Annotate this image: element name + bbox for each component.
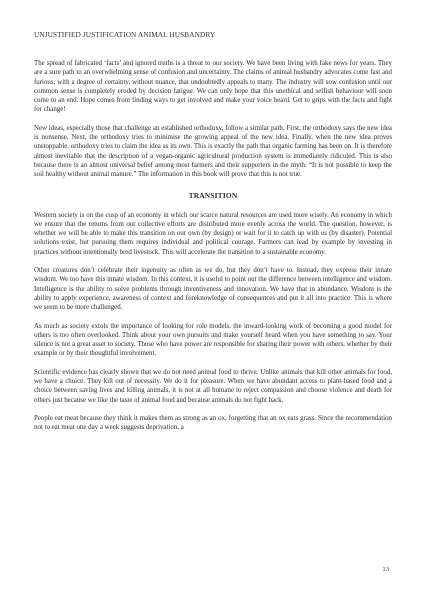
paragraph-innate-wisdom: Other creatures don’t celebrate their ingenuity as often as we do, but they don’t have to. Instead, they express their innate wisdom. We too have this innate wisdom. In this context, it is useful to point out the difference between intelligence and wisdom. Intelligence is the ability to solve problems through inventiveness and innovation. We have that in abundance. Wisdom is the ability to apply experience, awareness of context and foreknowledge of consequences and put it all into practice. This is where we seem to be more challenged. — [34, 267, 392, 312]
paragraph-role-models: As much as society extols the importance of looking for role models, the inward-looking work of becoming a good model for others is too often overlooked. Think about your own pursuits and make yourself heard when you have something to say. Your silence is not a great asset to society. Those who have power are responsible for sharing their power with others, whether by their example or by their thoughtful involvement. — [34, 322, 392, 358]
paragraph-eat-meat: People eat meat because they think it makes them as strong as an ox, forgetting that an ox eats grass. Since the recommendation not to eat meat one day a week suggests deprivation, a — [34, 414, 392, 432]
paragraph-western-society: Western society is on the cusp of an economy in which our scarce natural resources are used more wisely. An economy in which we ensure that the returns from our collective efforts are distributed more evenly across the world. The question, however, is whether we will be able to make this transition on our own (by design) or wait for it to catch up with us (by disaster). Potential solutions exist, but pursuing them requires individual and political courage. Farmers can lead by example by investing in practices without intentionally bred livestock. This will accelerate the transition to a sustainable economy. — [34, 211, 392, 256]
paragraph-scientific-evidence: Scientific evidence has clearly shown that we do not need animal food to thrive. Unlike animals that kill other animals for food, we have a choice. They kill out of necessity. We do it for pleasure. When we have abundant access to plant-based food and a choice between saving lives and killing animals, it is not at all humane to reject compassion and choose violence and death for others just because we like the taste of animal food and because animals do not fight back. — [34, 368, 392, 404]
paragraph-new-ideas: New ideas, especially those that challenge an established orthodoxy, follow a similar path. First, the orthodoxy says the new idea is nonsense. Next, the orthodoxy tries to minimise the growing appeal of the new idea. Finally, when the new idea proves unstoppable, orthodoxy tries to claim the idea as its own. This is exactly the path that organic farming has been on. It is therefore almost inevitable that the description of a vegan-organic agricultural production system is immediately ridiculed. This is also because there is an almost universal belief among most farmers and their supporters in the myth: “It is not possible to keep the soil healthy without animal manure.” The information in this book will prove that this is not true. — [34, 124, 392, 179]
running-header: UNJUSTIFIED JUSTIFICATION ANIMAL HUSBANDRY — [34, 30, 216, 39]
paragraph-fake-news: The spread of fabricated ‘facts’ and ignored truths is a threat to our society. We have been living with fake news for years. They are a sure path to an overwhelming sense of confusion and uncertainty. The claims of animal husbandry advocates come fast and furious, with a degree of certainty, without nuance, that undoubtedly appeals to many. The industry will sow confusion until our common sense is completely eroded by decision fatigue. We can only hope that this unethical and selfish behaviour will soon come to an end. Hope comes from finding ways to get involved and make your voice heard. Get to grips with the facts and fight for change! — [34, 60, 392, 114]
body-text — [34, 59, 392, 442]
section-heading: TRANSITION — [188, 190, 238, 200]
page-number: 13 — [382, 566, 389, 573]
